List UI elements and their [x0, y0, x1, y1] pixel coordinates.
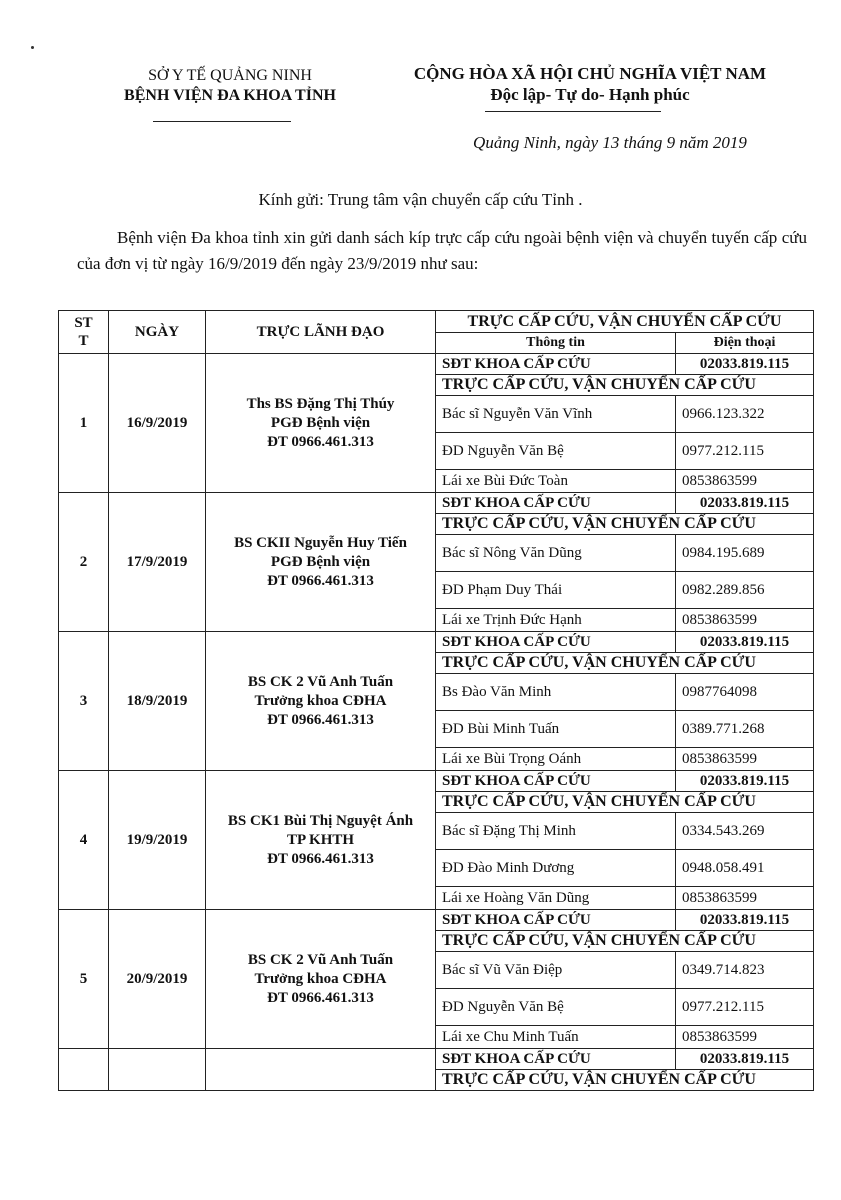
- leader-line: PGĐ Bệnh viện: [270, 553, 371, 570]
- nurse-name: ĐD Nguyễn Văn Bệ: [436, 989, 676, 1026]
- duty-date: 17/9/2019: [109, 493, 206, 632]
- duty-team-label: TRỰC CẤP CỨU, VẬN CHUYỂN CẤP CỨU: [436, 792, 814, 813]
- duty-schedule-table: [58, 310, 814, 1091]
- scan-speck: [31, 46, 34, 49]
- duty-leader: [206, 354, 436, 493]
- duty-team-label: TRỰC CẤP CỨU, VẬN CHUYỂN CẤP CỨU: [436, 931, 814, 952]
- emergency-dept-label: SĐT KHOA CẤP CỨU: [436, 1049, 676, 1070]
- emergency-dept-phone: 02033.819.115: [676, 493, 814, 514]
- col-header-group: TRỰC CẤP CỨU, VẬN CHUYỂN CẤP CỨU: [436, 311, 814, 333]
- duty-team-label: TRỰC CẤP CỨU, VẬN CHUYỂN CẤP CỨU: [436, 375, 814, 396]
- emergency-dept-phone: 02033.819.115: [676, 910, 814, 931]
- emergency-dept-row: [59, 910, 814, 931]
- doctor-name: Bác sĩ Vũ Văn Điệp: [436, 952, 676, 989]
- leader-line: ĐT 0966.461.313: [267, 850, 374, 867]
- emergency-dept-row: [59, 632, 814, 653]
- duty-leader: [206, 632, 436, 771]
- col-header-leader: TRỰC LÃNH ĐẠO: [206, 311, 436, 354]
- doctor-phone: 0349.714.823: [676, 952, 814, 989]
- issuer-underline: [153, 121, 291, 122]
- hospital-name: BỆNH VIỆN ĐA KHOA TỈNH: [124, 87, 336, 104]
- duty-leader: [206, 910, 436, 1049]
- duty-leader: [206, 771, 436, 910]
- doctor-name: Bác sĩ Đặng Thị Minh: [436, 813, 676, 850]
- duty-leader: [206, 493, 436, 632]
- col-header-stt: ST T: [59, 311, 109, 354]
- emergency-dept-label: SĐT KHOA CẤP CỨU: [436, 493, 676, 514]
- recipient-line: Kính gửi: Trung tâm vận chuyển cấp cứu Tỉnh .: [258, 190, 583, 209]
- nurse-name: ĐD Đào Minh Dương: [436, 850, 676, 887]
- national-header: [370, 63, 810, 105]
- date-line: Quảng Ninh, ngày 13 tháng 9 năm 2019: [473, 133, 747, 152]
- row-number: 3: [59, 632, 109, 771]
- department-name: SỞ Y TẾ QUẢNG NINH: [148, 67, 312, 84]
- nurse-phone: 0977.212.115: [676, 433, 814, 470]
- doctor-phone: 0984.195.689: [676, 535, 814, 572]
- emergency-dept-label: SĐT KHOA CẤP CỨU: [436, 771, 676, 792]
- doctor-name: Bác sĩ Nông Văn Dũng: [436, 535, 676, 572]
- driver-name: Lái xe Bùi Đức Toàn: [436, 470, 676, 493]
- emergency-dept-label: SĐT KHOA CẤP CỨU: [436, 354, 676, 375]
- driver-phone: 0853863599: [676, 470, 814, 493]
- leader-line: Trưởng khoa CĐHA: [254, 970, 387, 987]
- driver-phone: 0853863599: [676, 1026, 814, 1049]
- row-number: 4: [59, 771, 109, 910]
- nurse-phone: 0977.212.115: [676, 989, 814, 1026]
- leader-line: ĐT 0966.461.313: [267, 711, 374, 728]
- emergency-dept-label: SĐT KHOA CẤP CỨU: [436, 910, 676, 931]
- driver-name: Lái xe Trịnh Đức Hạnh: [436, 609, 676, 632]
- col-header-phone: Điện thoại: [676, 333, 814, 354]
- leader-line: Ths BS Đặng Thị Thúy: [246, 395, 395, 412]
- driver-phone: 0853863599: [676, 748, 814, 771]
- country-name: CỘNG HÒA XÃ HỘI CHỦ NGHĨA VIỆT NAM: [413, 64, 767, 83]
- nurse-name: ĐD Bùi Minh Tuấn: [436, 711, 676, 748]
- leader-line: TP KHTH: [286, 831, 355, 848]
- duty-date: 20/9/2019: [109, 910, 206, 1049]
- emergency-dept-row: [59, 1049, 814, 1070]
- leader-line: Trưởng khoa CĐHA: [254, 692, 387, 709]
- col-header-info: Thông tin: [436, 333, 676, 354]
- emergency-dept-phone: 02033.819.115: [676, 771, 814, 792]
- leader-line: ĐT 0966.461.313: [267, 433, 374, 450]
- leader-line: BS CK 2 Vũ Anh Tuấn: [247, 951, 394, 968]
- driver-phone: 0853863599: [676, 887, 814, 910]
- intro-paragraph: Bệnh viện Đa khoa tỉnh xin gửi danh sách kíp trực cấp cứu ngoài bệnh viện và chuyển tuyến cấp cứu của đơn vị từ ngày 16/9/2019 đến ngày 23/9/2019 như sau:: [77, 228, 807, 273]
- doctor-name: Bs Đào Văn Minh: [436, 674, 676, 711]
- duty-date: 16/9/2019: [109, 354, 206, 493]
- emergency-dept-row: [59, 354, 814, 375]
- duty-leader-empty: [206, 1049, 436, 1091]
- driver-name: Lái xe Bùi Trọng Oánh: [436, 748, 676, 771]
- row-number-empty: [59, 1049, 109, 1091]
- motto-underline: [485, 111, 661, 112]
- doctor-phone: 0334.543.269: [676, 813, 814, 850]
- driver-name: Lái xe Hoàng Văn Dũng: [436, 887, 676, 910]
- driver-name: Lái xe Chu Minh Tuấn: [436, 1026, 676, 1049]
- doctor-phone: 0966.123.322: [676, 396, 814, 433]
- row-number: 5: [59, 910, 109, 1049]
- nurse-name: ĐD Phạm Duy Thái: [436, 572, 676, 609]
- duty-team-label: TRỰC CẤP CỨU, VẬN CHUYỂN CẤP CỨU: [436, 653, 814, 674]
- leader-line: ĐT 0966.461.313: [267, 989, 374, 1006]
- nurse-name: ĐD Nguyễn Văn Bệ: [436, 433, 676, 470]
- issuer-header: [90, 66, 370, 106]
- duty-date: 18/9/2019: [109, 632, 206, 771]
- nurse-phone: 0389.771.268: [676, 711, 814, 748]
- emergency-dept-label: SĐT KHOA CẤP CỨU: [436, 632, 676, 653]
- leader-line: BS CK 2 Vũ Anh Tuấn: [247, 673, 394, 690]
- driver-phone: 0853863599: [676, 609, 814, 632]
- duty-team-label: TRỰC CẤP CỨU, VẬN CHUYỂN CẤP CỨU: [436, 1070, 814, 1091]
- leader-line: BS CK1 Bùi Thị Nguyệt Ánh: [227, 812, 414, 829]
- row-number: 1: [59, 354, 109, 493]
- leader-line: ĐT 0966.461.313: [267, 572, 374, 589]
- duty-date-empty: [109, 1049, 206, 1091]
- emergency-dept-phone: 02033.819.115: [676, 354, 814, 375]
- emergency-dept-row: [59, 493, 814, 514]
- emergency-dept-row: [59, 771, 814, 792]
- doctor-name: Bác sĩ Nguyễn Văn Vĩnh: [436, 396, 676, 433]
- emergency-dept-phone: 02033.819.115: [676, 1049, 814, 1070]
- duty-date: 19/9/2019: [109, 771, 206, 910]
- emergency-dept-phone: 02033.819.115: [676, 632, 814, 653]
- nurse-phone: 0948.058.491: [676, 850, 814, 887]
- duty-team-label: TRỰC CẤP CỨU, VẬN CHUYỂN CẤP CỨU: [436, 514, 814, 535]
- motto: Độc lập- Tự do- Hạnh phúc: [490, 85, 690, 104]
- row-number: 2: [59, 493, 109, 632]
- leader-line: PGĐ Bệnh viện: [270, 414, 371, 431]
- leader-line: BS CKII Nguyễn Huy Tiến: [234, 534, 407, 551]
- col-header-day: NGÀY: [109, 311, 206, 354]
- nurse-phone: 0982.289.856: [676, 572, 814, 609]
- doctor-phone: 0987764098: [676, 674, 814, 711]
